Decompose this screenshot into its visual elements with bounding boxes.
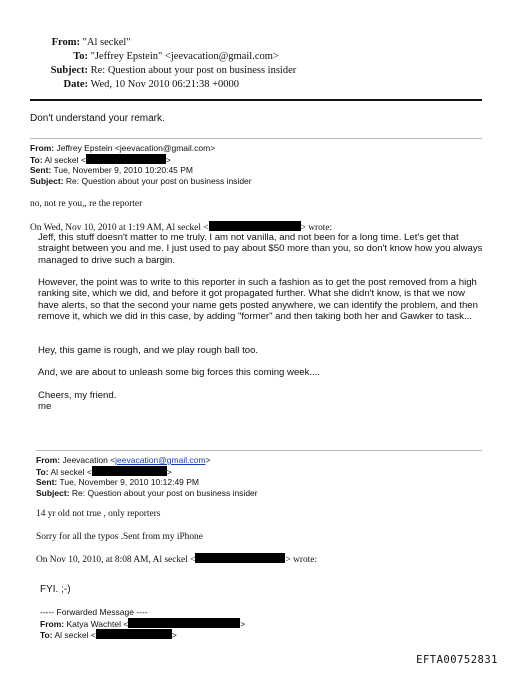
header-date-value: Wed, 10 Nov 2010 06:21:38 +0000 — [90, 79, 240, 90]
quoted-header-2 — [36, 455, 258, 498]
q1-to-value: Al seckel < — [44, 154, 86, 165]
q1-from-label: From: — [30, 143, 55, 153]
reply-text-2: no, not re you,, re the reporter — [30, 199, 143, 209]
redaction-block — [86, 154, 166, 164]
fwd-to-value: Al seckel < — [54, 630, 96, 640]
body-cheers: Cheers, my friend. — [38, 390, 117, 401]
forwarded-title: ----- Forwarded Message ---- — [40, 607, 148, 617]
redaction-block — [195, 553, 285, 563]
body-paragraph-4: And, we are about to unleash some big forces this coming week.... — [38, 367, 321, 378]
wrote-line-1-pre: On Wed, Nov 10, 2010 at 1:19 AM, Al seckel < — [30, 223, 209, 233]
wrote-line-1-post: > wrote: — [300, 223, 333, 233]
body-paragraph-2: However, the point was to write to this reporter in such a fashion as to get the post removed from a high ranking site, which we did, and before it got propagated further. What she didn't know, is that we now have alerts, so that the second your name gets posted anywhere, we can identify the problem, and then remove it, which we did in this case, by adding "former" and then taking both her and Gawker to task... — [38, 277, 478, 322]
document-id: EFTA00752831 — [416, 654, 498, 666]
header-to-label: To: — [73, 51, 88, 62]
body-signoff — [38, 390, 483, 413]
header-from-label: From: — [51, 37, 80, 48]
header-subject-value: Re: Question about your post on business insider — [90, 65, 297, 76]
q1-sent-value: Tue, November 9, 2010 10:20:45 PM — [53, 165, 194, 175]
q2-sent-value: Tue, November 9, 2010 10:12:49 PM — [59, 477, 200, 487]
q1-subject-value: Re: Question about your post on business insider — [65, 175, 252, 186]
header-subject-label: Subject: — [50, 65, 88, 76]
q2-sent-label: Sent: — [36, 477, 58, 487]
header-to-value: "Jeffrey Epstein" <jeevacation@gmail.com> — [90, 51, 279, 62]
q2-to-label: To: — [36, 466, 49, 477]
quoted-header-1 — [30, 143, 252, 186]
header-date-label: Date: — [63, 79, 88, 90]
body-signature: me — [38, 401, 52, 413]
wrote-line-2 — [36, 553, 317, 566]
fwd-from-label: From: — [40, 618, 65, 629]
reply-text-4: Sorry for all the typos .Sent from my iPhone — [36, 532, 203, 542]
q1-subject-label: Subject: — [30, 175, 64, 186]
header-date-row — [30, 78, 296, 92]
fwd-to-label: To: — [40, 630, 53, 640]
quote-divider-2 — [36, 450, 482, 451]
redaction-block — [92, 466, 167, 476]
fwd-from-value: Katya Wachtel < — [66, 618, 129, 629]
q2-from-post: > — [205, 455, 211, 465]
q1-sent-label: Sent: — [30, 165, 52, 175]
q2-from-pre: Jeevacation < — [62, 455, 116, 465]
q1-to-close: > — [165, 154, 171, 165]
q2-to-value: Al seckel < — [50, 466, 92, 477]
q2-from-label: From: — [36, 455, 61, 465]
reply-text-3: 14 yr old not true , only reporters — [36, 509, 161, 519]
q2-subject-label: Subject: — [36, 487, 70, 498]
header-from-row — [30, 36, 296, 50]
fwd-from-close: > — [240, 618, 246, 629]
header-divider — [30, 99, 482, 101]
redaction-block — [96, 629, 172, 639]
redaction-block — [209, 221, 301, 231]
q2-to-close: > — [166, 466, 172, 477]
body-paragraph-3: Hey, this game is rough, and we play rough ball too. — [38, 345, 259, 356]
fwd-to-close: > — [171, 630, 177, 640]
q1-to-label: To: — [30, 154, 43, 165]
body-paragraph-1: Jeff, this stuff doesn't matter to me truly. I am not vanilla, and not been for a long time. Let's get that straight between you and me. I just used to pay about $50 more than you, so don't know how you always managed to drive such a bargin. — [38, 232, 483, 266]
q2-subject-value: Re: Question about your post on business insider — [71, 487, 258, 498]
header-from-value: "Al seckel" — [82, 37, 131, 48]
wrote-line-2-pre: On Nov 10, 2010, at 8:08 AM, Al seckel < — [36, 555, 196, 565]
quote-divider-1 — [30, 138, 482, 139]
q2-email-link[interactable]: jeevacation@gmail.com — [115, 455, 206, 465]
header-subject-row — [30, 64, 296, 78]
email-header — [30, 36, 296, 92]
forwarded-header — [40, 607, 245, 641]
header-to-row — [30, 50, 296, 64]
redaction-block — [128, 618, 240, 628]
fyi-text: FYI. ;-) — [40, 584, 71, 595]
q1-from-value: Jeffrey Epstein <jeevacation@gmail.com> — [56, 143, 216, 153]
reply-text-1: Don't understand your remark. — [30, 113, 165, 124]
wrote-line-2-post: > wrote: — [285, 555, 318, 565]
